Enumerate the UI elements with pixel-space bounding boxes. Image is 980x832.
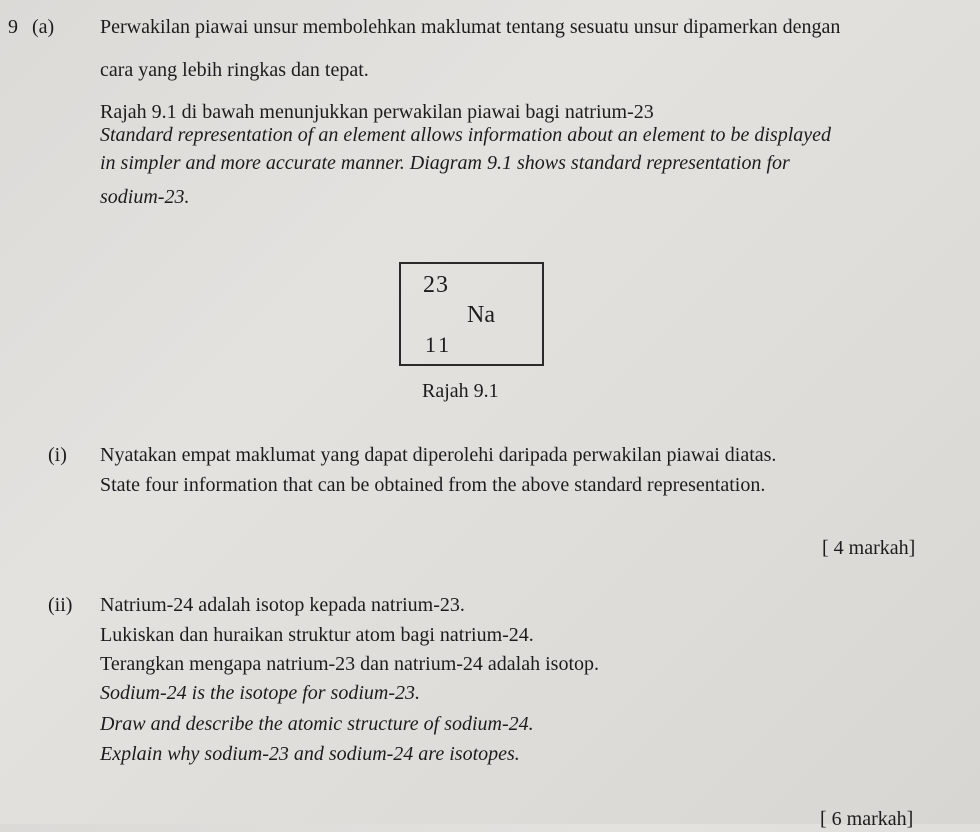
part-ii-number: (ii): [48, 594, 73, 616]
element-symbol: Na: [467, 302, 495, 328]
question-part-label: (a): [32, 16, 55, 38]
intro-english-line-2: in simpler and more accurate manner. Diagram 9.1 shows standard representation for: [100, 152, 790, 174]
diagram-caption: Rajah 9.1: [422, 380, 499, 402]
atomic-number: 11: [425, 332, 453, 357]
part-i-malay: Nyatakan empat maklumat yang dapat diperolehi daripada perwakilan piawai diatas.: [100, 444, 777, 466]
part-ii-malay-line-1: Natrium-24 adalah isotop kepada natrium-23.: [100, 594, 465, 616]
part-ii-malay-line-3: Terangkan mengapa natrium-23 dan natrium-24 adalah isotop.: [100, 653, 599, 675]
part-ii-english-line-2: Draw and describe the atomic structure of sodium-24.: [100, 713, 534, 735]
intro-english-line-3: sodium-23.: [100, 186, 190, 208]
intro-malay-line-1: Perwakilan piawai unsur membolehkan maklumat tentang sesuatu unsur dipamerkan dengan: [100, 16, 841, 38]
question-number: 9: [8, 16, 18, 38]
mass-number: 23: [423, 272, 449, 298]
part-i-marks: [ 4 markah]: [822, 537, 916, 559]
intro-malay-line-2: cara yang lebih ringkas dan tepat.: [100, 59, 369, 81]
part-ii-marks: [ 6 markah]: [820, 808, 914, 830]
intro-malay-line-3: Rajah 9.1 di bawah menunjukkan perwakilan piawai bagi natrium-23: [100, 101, 654, 123]
part-ii-english-line-3: Explain why sodium-23 and sodium-24 are isotopes.: [100, 743, 520, 765]
part-ii-malay-line-2: Lukiskan dan huraikan struktur atom bagi natrium-24.: [100, 624, 534, 646]
part-i-english: State four information that can be obtained from the above standard representation.: [100, 474, 766, 496]
part-ii-english-line-1: Sodium-24 is the isotope for sodium-23.: [100, 682, 420, 704]
part-i-number: (i): [48, 444, 67, 466]
standard-representation-box: [399, 262, 544, 366]
intro-english-line-1: Standard representation of an element allows information about an element to be displayed: [100, 124, 832, 146]
